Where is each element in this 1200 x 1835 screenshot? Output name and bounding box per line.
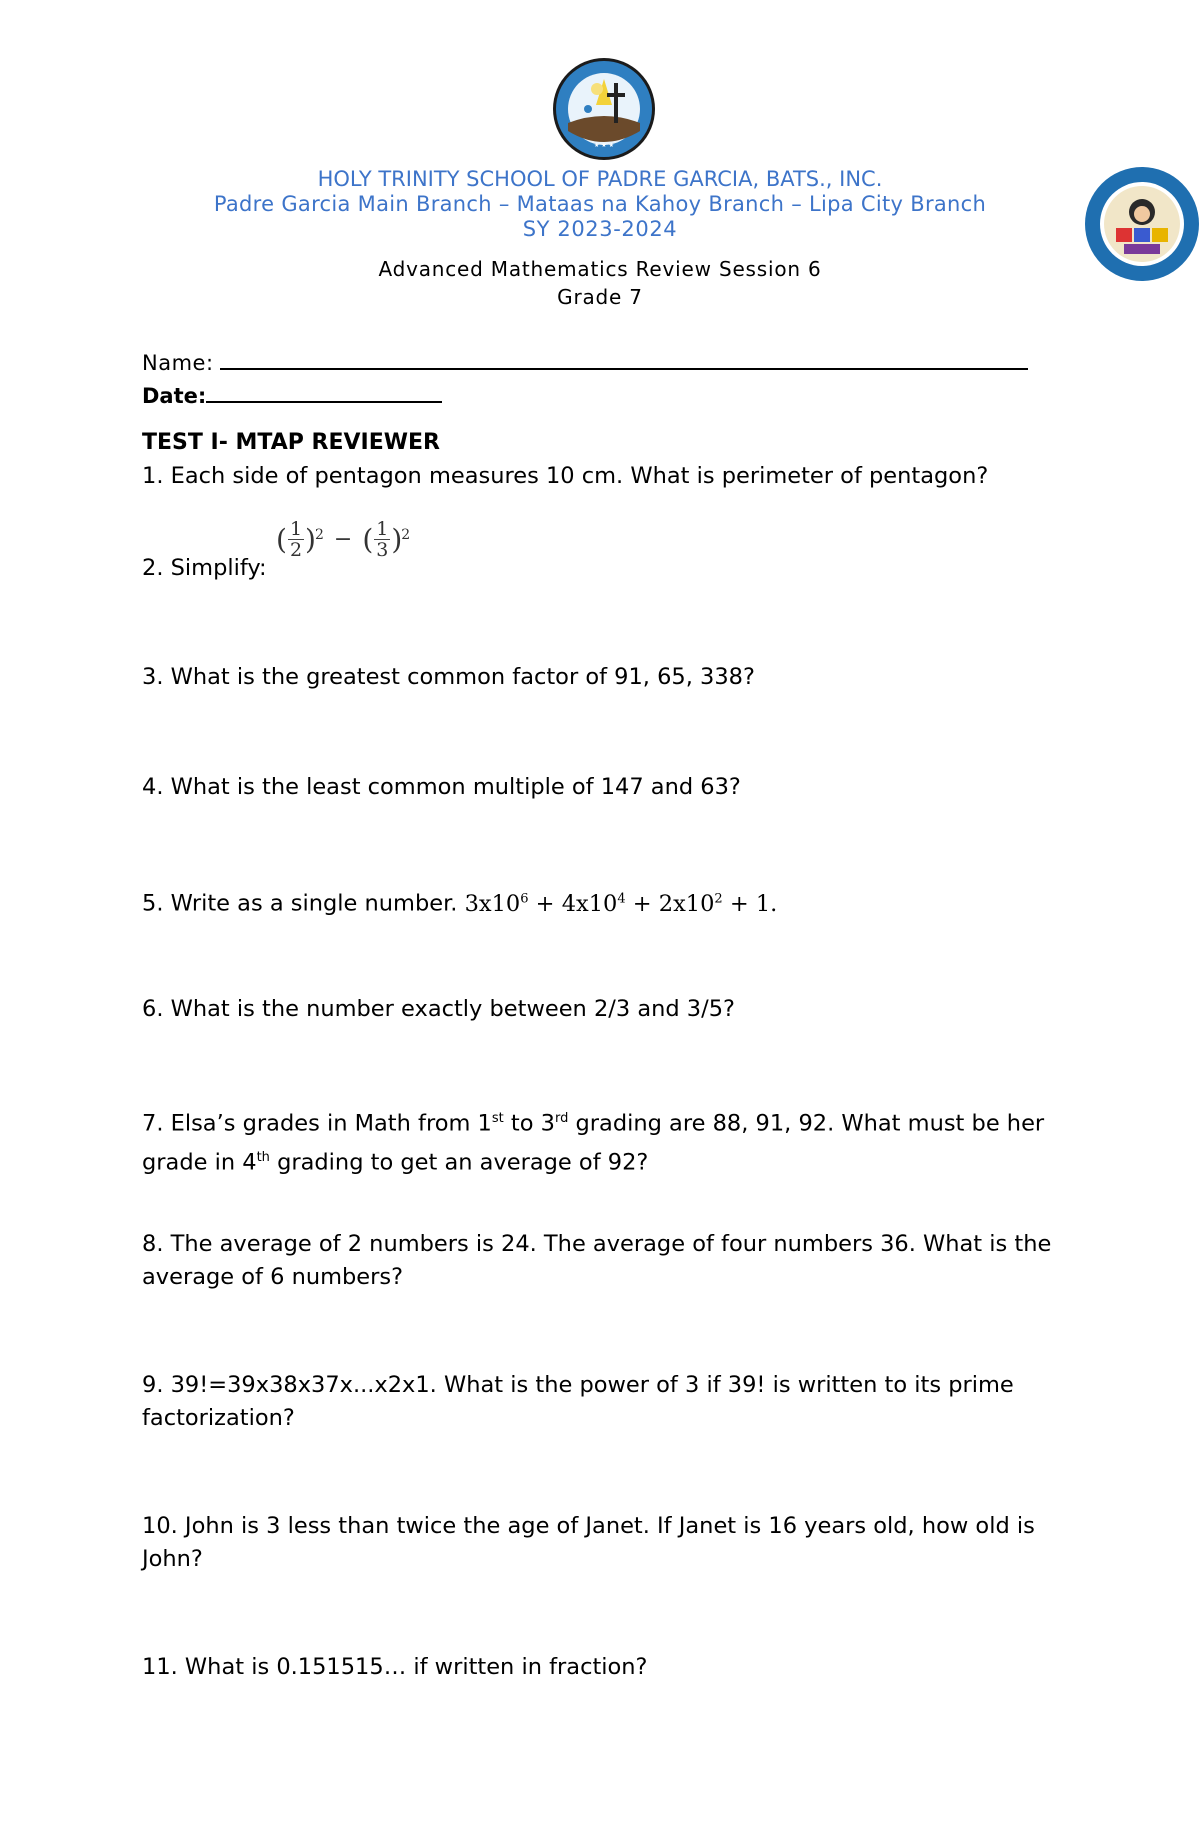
question-8: 8. The average of 2 numbers is 24. The average of four numbers 36. What is the average of 6 numbers? [142,1231,1052,1290]
school-name: HOLY TRINITY SCHOOL OF PADRE GARCIA, BATS., INC. [317,167,883,191]
minus-sign: − [333,527,353,552]
question-5-expression [465,891,778,917]
date-label: Date: [142,384,207,408]
question-11: 11. What is 0.151515… if written in fraction? [142,1654,648,1680]
session-title: Advanced Mathematics Review Session 6 [378,257,822,281]
exp-a: 6 [520,891,529,906]
q7-part-c: grading are 88, 91, 92. What must be her grade in 4 [142,1110,1045,1175]
term-b: + 4x10 [528,890,618,917]
paren-close: ) [305,523,316,556]
school-year: SY 2023-2024 [522,217,678,241]
fraction-2-denominator: 3 [376,539,389,561]
question-4: 4. What is the least common multiple of 147 and 63? [142,774,741,800]
question-7 [142,1102,1072,1179]
q7-sup-1: st [491,1111,504,1126]
school-seal-icon [552,57,656,161]
paren-close: ) [391,523,403,556]
test-title: TEST I- MTAP REVIEWER [142,430,440,455]
name-line[interactable] [220,348,1028,370]
q7-sup-3: th [256,1149,270,1165]
fraction-1-denominator: 2 [289,539,303,561]
paren-open: ( [362,523,374,556]
paren-open: ( [276,523,287,556]
exponent-1: 2 [314,527,324,543]
fraction-1 [288,519,304,560]
q7-part-a: 7. Elsa’s grades in Math from 1 [142,1110,492,1137]
fraction-2-numerator: 1 [376,518,389,540]
term-a: 3x10 [464,890,521,917]
question-6: 6. What is the number exactly between 2/3 and 3/5? [142,996,735,1022]
grade-title: Grade 7 [557,285,643,309]
question-1: 1. Each side of pentagon measures 10 cm. What is perimeter of pentagon? [142,463,989,489]
name-field[interactable] [142,348,1028,375]
question-9: 9. 39!=39x38x37x...x2x1. What is the power of 3 if 39! is written to its prime factorization? [142,1372,1014,1431]
question-10: 10. John is 3 less than twice the age of Janet. If Janet is 16 years old, how old is John? [142,1513,1035,1572]
q7-sup-2: rd [554,1111,569,1126]
term-c: + 2x10 [625,890,715,917]
question-2-expression [276,519,410,560]
question-2-label: 2. Simplify: [142,555,267,581]
exp-c: 2 [714,891,723,906]
q7-part-b: to 3 [503,1110,555,1137]
fraction-1-numerator: 1 [289,518,303,540]
question-5 [142,882,1072,921]
name-label: Name: [142,351,214,375]
q7-part-d: grading to get an average of 92? [269,1149,649,1175]
term-d: + 1. [722,890,778,917]
school-branches: Padre Garcia Main Branch – Mataas na Kahoy Branch – Lipa City Branch [213,192,987,216]
question-3: 3. What is the greatest common factor of 91, 65, 338? [142,664,755,690]
fraction-2 [374,519,390,560]
date-line[interactable] [206,381,442,403]
svg-text:★ ★ ★: ★ ★ ★ [594,142,614,149]
exponent-2: 2 [401,527,411,543]
question-5-text: 5. Write as a single number. [142,890,458,917]
exp-b: 4 [617,891,626,906]
date-field[interactable] [142,381,442,408]
